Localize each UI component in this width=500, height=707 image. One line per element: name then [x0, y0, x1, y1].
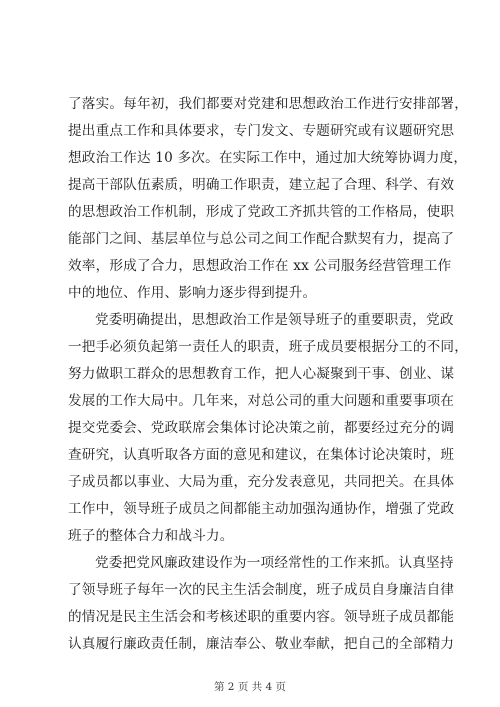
text-line-12: 发展的工作大局中。几年来，对总公司的重大问题和重要事项在	[68, 393, 455, 409]
page-number-footer: 第 2 页 共 4 页	[213, 681, 287, 693]
text-line-10: 一把手必须负起第一责任人的职责，班子成员要根据分工的不同，	[68, 339, 469, 355]
text-line-4: 提高干部队伍素质，明确工作职责，建立起了合理、科学、有效	[68, 177, 455, 193]
text-line-11: 努力做职工群众的思想教育工作，把人心凝聚到干事、创业、谋	[68, 366, 455, 382]
text-line-13: 提交党委会、党政联席会集体讨论决策之前，都要经过充分的调	[68, 420, 455, 436]
text-line-5: 的思想政治工作机制，形成了党政工齐抓共管的工作格局，使职	[68, 204, 455, 220]
text-line-16: 工作中，领导班子成员之间都能主动加强沟通协作，增强了党政	[68, 501, 455, 517]
text-line-14: 查研究，认真听取各方面的意见和建议，在集体讨论决策时，班	[68, 447, 455, 463]
text-line-9: 党委明确提出，思想政治工作是领导班子的重要职责，党政	[95, 312, 454, 328]
text-line-18: 党委把党风廉政建设作为一项经常性的工作来抓。认真坚持	[95, 555, 454, 571]
text-line-2: 提出重点工作和具体要求，专门发文、专题研究或有议题研究思	[68, 123, 455, 139]
text-line-20: 的情况是民主生活会和考核述职的重要内容。领导班子成员都能	[68, 609, 455, 625]
text-line-3: 想政治工作达 10 多次。在实际工作中，通过加大统筹协调力度，	[68, 150, 468, 166]
text-line-19: 了领导班子每年一次的民主生活会制度，班子成员自身廉洁自律	[68, 582, 455, 598]
text-line-6: 能部门之间、基层单位与总公司之间工作配合默契有力，提高了	[68, 231, 455, 247]
text-line-1: 了落实。每年初，我们都要对党建和思想政治工作进行安排部署，	[68, 96, 469, 112]
text-line-15: 子成员都以事业、大局为重，充分发表意见，共同把关。在具体	[68, 474, 455, 490]
text-line-8: 中的地位、作用、影响力逐步得到提升。	[68, 285, 317, 301]
text-line-7: 效率，形成了合力，思想政治工作在 xx 公司服务经营管理工作	[68, 258, 452, 274]
text-line-21: 认真履行廉政责任制，廉洁奉公、敬业奉献，把自己的全部精力	[68, 636, 455, 652]
text-line-17: 班子的整体合力和战斗力。	[68, 528, 234, 544]
